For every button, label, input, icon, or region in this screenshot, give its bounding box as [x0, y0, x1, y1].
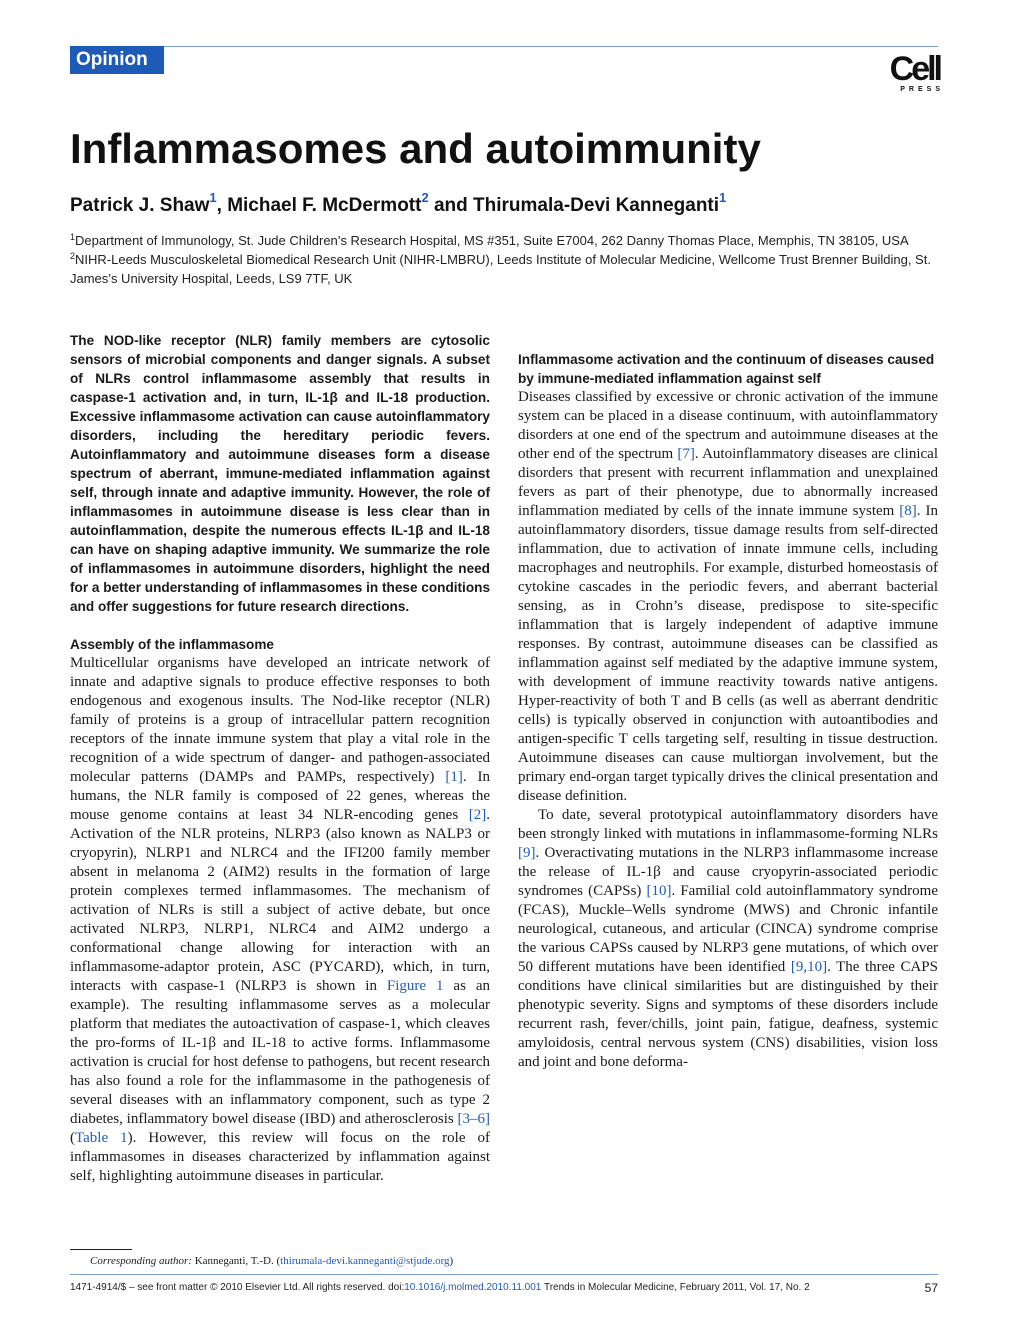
citation-link[interactable]: [3–6]	[457, 1111, 490, 1127]
text-run: . Activation of the NLR proteins, NLRP3 (also known as NALP3 or cryopyrin), NLRP1 and NLRC4 and the IFI200 family member absent in melanoma 2 (AIM2) results in the formation of large protein complexes termed inflammasomes. The mechanism of activation of NLRs is still a subject of active debate, but once activated NLRP3, NLRP1, NLRC4 and AIM2 undergo a conformational change allowing for interaction with an inflammasome-adaptor protein, ASC (PYCARD), which, in turn, interacts with caspase-1 (NLRP3 is shown in	[70, 807, 490, 994]
author-separator: and	[428, 195, 474, 216]
author-affiliation-marker[interactable]: 2	[421, 190, 429, 205]
figure-link[interactable]: Figure 1	[386, 978, 444, 994]
left-column	[70, 331, 490, 1186]
footnote-author: Kanneganti, T.-D. (	[191, 1255, 281, 1267]
page-footer	[70, 1280, 938, 1296]
author-separator: ,	[216, 195, 228, 216]
body-paragraph	[518, 806, 938, 1072]
footer-rule	[70, 1274, 938, 1275]
footnote-label: Corresponding author:	[90, 1255, 192, 1267]
logo-sub-text: PRESS	[900, 86, 944, 93]
author-email-link[interactable]: thirumala-devi.kanneganti@stjude.org	[280, 1255, 450, 1267]
citation-link[interactable]: [9]	[518, 845, 536, 861]
affiliation	[70, 250, 940, 288]
citation-link[interactable]: [7]	[677, 446, 695, 462]
text-run: . The three CAPS conditions have clinical similarities but are distinguished by their phenotypic severity. Signs and symptoms of these disorders include recurrent rash, fever/chills, joint pain, fatigue, deafness, systemic amyloidosis, central nervous system (CNS) disabilities, vision loss and joint and bone deforma-	[518, 959, 938, 1070]
body-paragraph	[70, 654, 490, 1186]
citation-link[interactable]: [10]	[646, 883, 672, 899]
text-run: Diseases classified by excessive or chronic activation of the immune system can be placed in a disease continuum, with autoinflammatory disorders at one end of the spectrum and autoimmune diseases at the other end of the spectrum	[518, 389, 938, 462]
affiliation-marker: 1	[70, 232, 76, 242]
article-title: Inflammasomes and autoimmunity	[70, 125, 761, 172]
citation-link[interactable]: [8]	[899, 503, 917, 519]
author-name: Patrick J. Shaw	[70, 195, 210, 216]
text-run: . Familial cold autoinflammatory syndrome (FCAS), Muckle–Wells syndrome (MWS) and Chronic infantile neurological, cutaneous, and articular (CINCA) syndrome comprise the various CAPSs caused by NLRP3 gene mutations, of which over 50 different mutations have been identified	[518, 883, 938, 975]
page-number: 57	[924, 1281, 938, 1295]
citation-link[interactable]: [9,10]	[790, 959, 828, 975]
affiliation-text: Department of Immunology, St. Jude Children’s Research Hospital, MS #351, Suite E7004, 262 Danny Thomas Place, Memphis, TN 38105, USA	[75, 233, 909, 248]
text-run: To date, several prototypical autoinflammatory disorders have been strongly linked with mutations in inflammasome-forming NLRs	[518, 807, 938, 842]
section-heading: Assembly of the inflammasome	[70, 637, 274, 652]
footnote-close: )	[449, 1255, 454, 1267]
text-run: . In autoinflammatory disorders, tissue damage results from self-directed inflammation, due to activation of innate immune cells, including macrophages and neutrophils. For example, disturbed homeostasis of cytokine cascades in the periodic fevers, and aberrant bacterial sensing, as in Crohn’s disease, predispose to site-specific inflammation that is largely independent of adaptive immune responses. By contrast, autoimmune diseases can be classified as inflammation against self mediated by the adaptive immune system, with development of immune reactivity towards native antigens. Hyper-reactivity of both T and B cells (as well as aberrant dendritic cells) is typically observed in conjunction with autoantibodies and antigen-specific T cells targeting self, resulting in tissue destruction. Autoimmune diseases can cause multiorgan involvement, but the primary end-organ target typically drives the clinical presentation and disease definition.	[518, 503, 939, 804]
citation-link[interactable]: [2]	[468, 807, 487, 823]
logo-main-text: Cell	[889, 50, 940, 88]
doi-link[interactable]: 10.1016/j.molmed.2010.11.001	[404, 1282, 542, 1293]
journal-citation: Trends in Molecular Medicine, February 2011, Vol. 17, No. 2	[541, 1282, 810, 1293]
text-run: as an example). The resulting inflammasome serves as a molecular platform that mediates the autoactivation of caspase-1, which cleaves the pro-forms of IL-1β and IL-18 to active forms. Inflammasome activation is crucial for host defense to pathogens, but recent research has also found a role for the inflammasome in the pathogenesis of several diseases with an inflammatory component, such as type 2 diabetes, inflammatory bowel disease (IBD) and atherosclerosis	[70, 978, 490, 1127]
header-rule	[70, 46, 938, 47]
section-label: Opinion	[70, 46, 164, 74]
text-run: (	[70, 1130, 75, 1146]
abstract: The NOD-like receptor (NLR) family members are cytosolic sensors of microbial components and danger signals. A subset of NLRs control inflammasome assembly that results in caspase-1 activation and, in turn, IL-1β and IL-18 production. Excessive inflammasome activation can cause autoinflammatory disorders, including the hereditary periodic fevers. Autoinflammatory and autoimmune diseases form a disease spectrum of aberrant, immune-mediated inflammation against self, through innate and adaptive immunity. However, the role of inflammasomes in autoimmune disease is less clear than in autoinflammation, despite the numerous effects IL-1β and IL-18 can have on shaping adaptive immunity. We summarize the role of inflammasomes in autoimmune disorders, highlight the need for a better understanding of inflammasomes in these conditions and offer suggestions for future research directions.	[70, 333, 490, 614]
text-run: ). However, this review will focus on the role of inflammasomes in diseases characterized by inflammation against self, highlighting autoimmune diseases in particular.	[70, 1130, 490, 1184]
body-paragraph	[518, 388, 938, 806]
text-run: . In humans, the NLR family is composed of 22 genes, whereas the mouse genome contains at least 34 NLR-encoding genes	[70, 769, 490, 823]
affiliation	[70, 231, 940, 250]
table-link[interactable]: Table 1	[75, 1130, 128, 1146]
affiliation-marker: 2	[70, 251, 76, 261]
affiliations	[70, 231, 940, 288]
right-column	[518, 331, 938, 1072]
footnote-rule	[70, 1249, 132, 1250]
publisher-logo	[878, 50, 944, 95]
author-list	[70, 190, 726, 222]
section-heading: Inflammasome activation and the continuum of diseases caused by immune-mediated inflammation against self	[518, 352, 935, 386]
corresponding-author-footnote	[90, 1253, 453, 1269]
text-run: . Autoinflammatory diseases are clinical disorders that present with recurrent inflammation and unexplained fevers as part of their phenotype, due to abnormally increased inflammation mediated by cells of the innate immune system	[518, 446, 939, 519]
author-affiliation-marker[interactable]: 1	[209, 190, 217, 205]
author-name: Thirumala-Devi Kanneganti	[473, 195, 720, 216]
issn-text: 1471-4914/$ – see front matter © 2010 Elsevier Ltd. All rights reserved. doi:	[70, 1282, 405, 1293]
author-name: Michael F. McDermott	[227, 195, 422, 216]
text-run: . Overactivating mutations in the NLRP3 inflammasome increase the release of IL-1β and cause cryopyrin-associated periodic syndromes (CAPSs)	[518, 845, 938, 899]
citation-link[interactable]: [1]	[445, 769, 463, 785]
affiliation-text: NIHR-Leeds Musculoskeletal Biomedical Research Unit (NIHR-LMBRU), Leeds Institute of Molecular Medicine, Wellcome Trust Brenner Building, St. James’s University Hospital, Leeds, LS9 7TF, UK	[70, 252, 931, 286]
author-affiliation-marker[interactable]: 1	[719, 190, 727, 205]
text-run: Multicellular organisms have developed an intricate network of innate and adaptive signals to produce effective responses to both endogenous and exogenous insults. The Nod-like receptor (NLR) family of proteins is a group of intracellular pattern recognition receptors of the innate immune system that play a vital role in the recognition of a wide spectrum of danger- and pathogen-associated molecular patterns (DAMPs and PAMPs, respectively)	[70, 655, 490, 785]
